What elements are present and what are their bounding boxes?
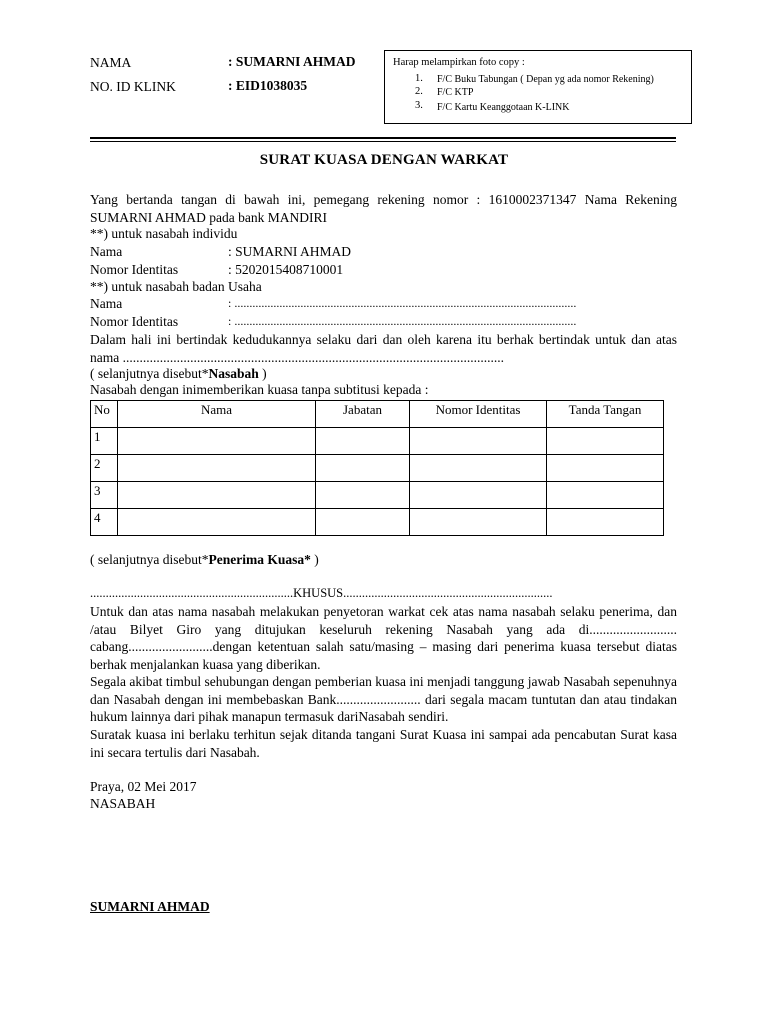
khusus-line: .................................................................KHUSUS...................................................................: [90, 586, 553, 600]
kuasa-intro: Nasabah dengan inimemberikan kuasa tanpa subtitusi kepada :: [90, 382, 429, 397]
table-header-row: [91, 401, 664, 428]
kedudukan-paragraph: Dalam hali ini bertindak kedudukannya selaku dari dan oleh karena itu berhak bertindak untuk dan atas nama .................................................................................................................: [90, 332, 677, 365]
table-row: [91, 455, 664, 482]
table-cell-jabatan[interactable]: [316, 482, 410, 509]
table-cell-tanda-tangan[interactable]: [547, 482, 664, 509]
individu-nama-value: : SUMARNI AHMAD: [228, 244, 352, 259]
penerima-note: [90, 552, 319, 568]
table-cell-tanda-tangan[interactable]: [547, 509, 664, 536]
id-klink-value: : EID1038035: [228, 78, 308, 93]
intro-paragraph: Yang bertanda tangan di bawah ini, pemegang rekening nomor : 1610002371347 Nama Rekening SUMARNI AHMAD pada bank MANDIRI: [90, 192, 677, 225]
place-date: Praya, 02 Mei 2017: [90, 779, 197, 794]
attachment-item: F/C KTP: [437, 87, 474, 98]
attachment-item-number: 1.: [415, 73, 423, 84]
nasabah-note: [90, 366, 267, 382]
attachment-item-number: 3.: [415, 100, 423, 111]
table-cell-jabatan[interactable]: [316, 455, 410, 482]
paragraph-tanggung-jawab: Segala akibat timbul sehubungan dengan pemberian kuasa ini menjadi tanggung jawab Nasabah sepenuhnya dan Nasabah dengan ini membebaskan Bank......................... dari segala macam tuntutan dan atau tindakan hukum lainnya dari pihak manapun termasuk dariNasabah sendiri.: [90, 674, 677, 724]
attachment-note-title: Harap melampirkan foto copy :: [393, 57, 525, 68]
attachment-note-box: [384, 50, 692, 124]
table-cell-nama[interactable]: [118, 509, 316, 536]
nasabah-note-bold: Nasabah: [208, 366, 259, 381]
penerima-note-post: ): [310, 552, 319, 567]
header-divider-thin: [90, 141, 676, 142]
table-row-number: 4: [91, 509, 118, 536]
paragraph-penyetoran: Untuk dan atas nama nasabah melakukan penyetoran warkat cek atas nama nasabah selaku penerima, dan /atau Bilyet Giro yang ditujukan keseluruh rekening Nasabah yang ada di.......................... cabang.........................dengan ketentuan salah satu/masing – masing dari penerima kuasa tersebut diatas berhak menjalankan kuasa yang diberikan.: [90, 604, 677, 672]
attachment-item: F/C Kartu Keanggotaan K-LINK: [437, 102, 570, 113]
table-row-number: 3: [91, 482, 118, 509]
table-cell-nomor-identitas[interactable]: [410, 509, 547, 536]
nasabah-signature-label: NASABAH: [90, 796, 156, 811]
table-header-jabatan: Jabatan: [316, 401, 410, 428]
nasabah-note-pre: ( selanjutnya disebut*: [90, 366, 209, 381]
individu-id-label: Nomor Identitas: [90, 262, 179, 277]
paragraph-masa-berlaku: Suratak kuasa ini berlaku terhitun sejak ditanda tangani Surat Kuasa ini sampai ada pencabutan Surat kasa ini secara tertulis dari Nasabah.: [90, 727, 677, 760]
header-divider: [90, 137, 676, 139]
penerima-note-bold: Penerima Kuasa*: [208, 552, 311, 567]
table-row-number: 1: [91, 428, 118, 455]
nama-label: NAMA: [90, 55, 132, 70]
table-cell-tanda-tangan[interactable]: [547, 455, 664, 482]
badan-heading: **) untuk nasabah badan Usaha: [90, 279, 262, 294]
badan-nama-value: : ..................................................................................................................: [228, 296, 577, 310]
nama-value: : SUMARNI AHMAD: [228, 54, 356, 69]
table-header-nomor-identitas: Nomor Identitas: [410, 401, 547, 428]
penerima-kuasa-table: [90, 400, 664, 536]
id-klink-label: NO. ID KLINK: [90, 79, 176, 94]
badan-nama-label: Nama: [90, 296, 123, 311]
table-cell-nama[interactable]: [118, 428, 316, 455]
individu-id-value: : 5202015408710001: [228, 262, 344, 277]
badan-id-label: Nomor Identitas: [90, 314, 179, 329]
table-cell-jabatan[interactable]: [316, 509, 410, 536]
table-cell-nomor-identitas[interactable]: [410, 428, 547, 455]
table-cell-nomor-identitas[interactable]: [410, 482, 547, 509]
table-header-tanda-tangan: Tanda Tangan: [547, 401, 664, 428]
signature-name: SUMARNI AHMAD: [90, 899, 210, 914]
table-cell-tanda-tangan[interactable]: [547, 428, 664, 455]
attachment-item-number: 2.: [415, 86, 423, 97]
attachment-item: F/C Buku Tabungan ( Depan yg ada nomor Rekening): [437, 74, 654, 85]
penerima-note-pre: ( selanjutnya disebut*: [90, 552, 209, 567]
badan-id-value: : ..................................................................................................................: [228, 314, 577, 328]
table-cell-nomor-identitas[interactable]: [410, 455, 547, 482]
nasabah-note-post: ): [258, 366, 267, 381]
table-cell-jabatan[interactable]: [316, 428, 410, 455]
table-row: [91, 482, 664, 509]
table-row: [91, 428, 664, 455]
table-row: [91, 509, 664, 536]
table-cell-nama[interactable]: [118, 455, 316, 482]
table-row-number: 2: [91, 455, 118, 482]
table-header-no: No: [91, 401, 118, 428]
individu-heading: **) untuk nasabah individu: [90, 226, 238, 241]
table-header-nama: Nama: [118, 401, 316, 428]
individu-nama-label: Nama: [90, 244, 123, 259]
table-cell-nama[interactable]: [118, 482, 316, 509]
document-title: SURAT KUASA DENGAN WARKAT: [259, 152, 509, 168]
